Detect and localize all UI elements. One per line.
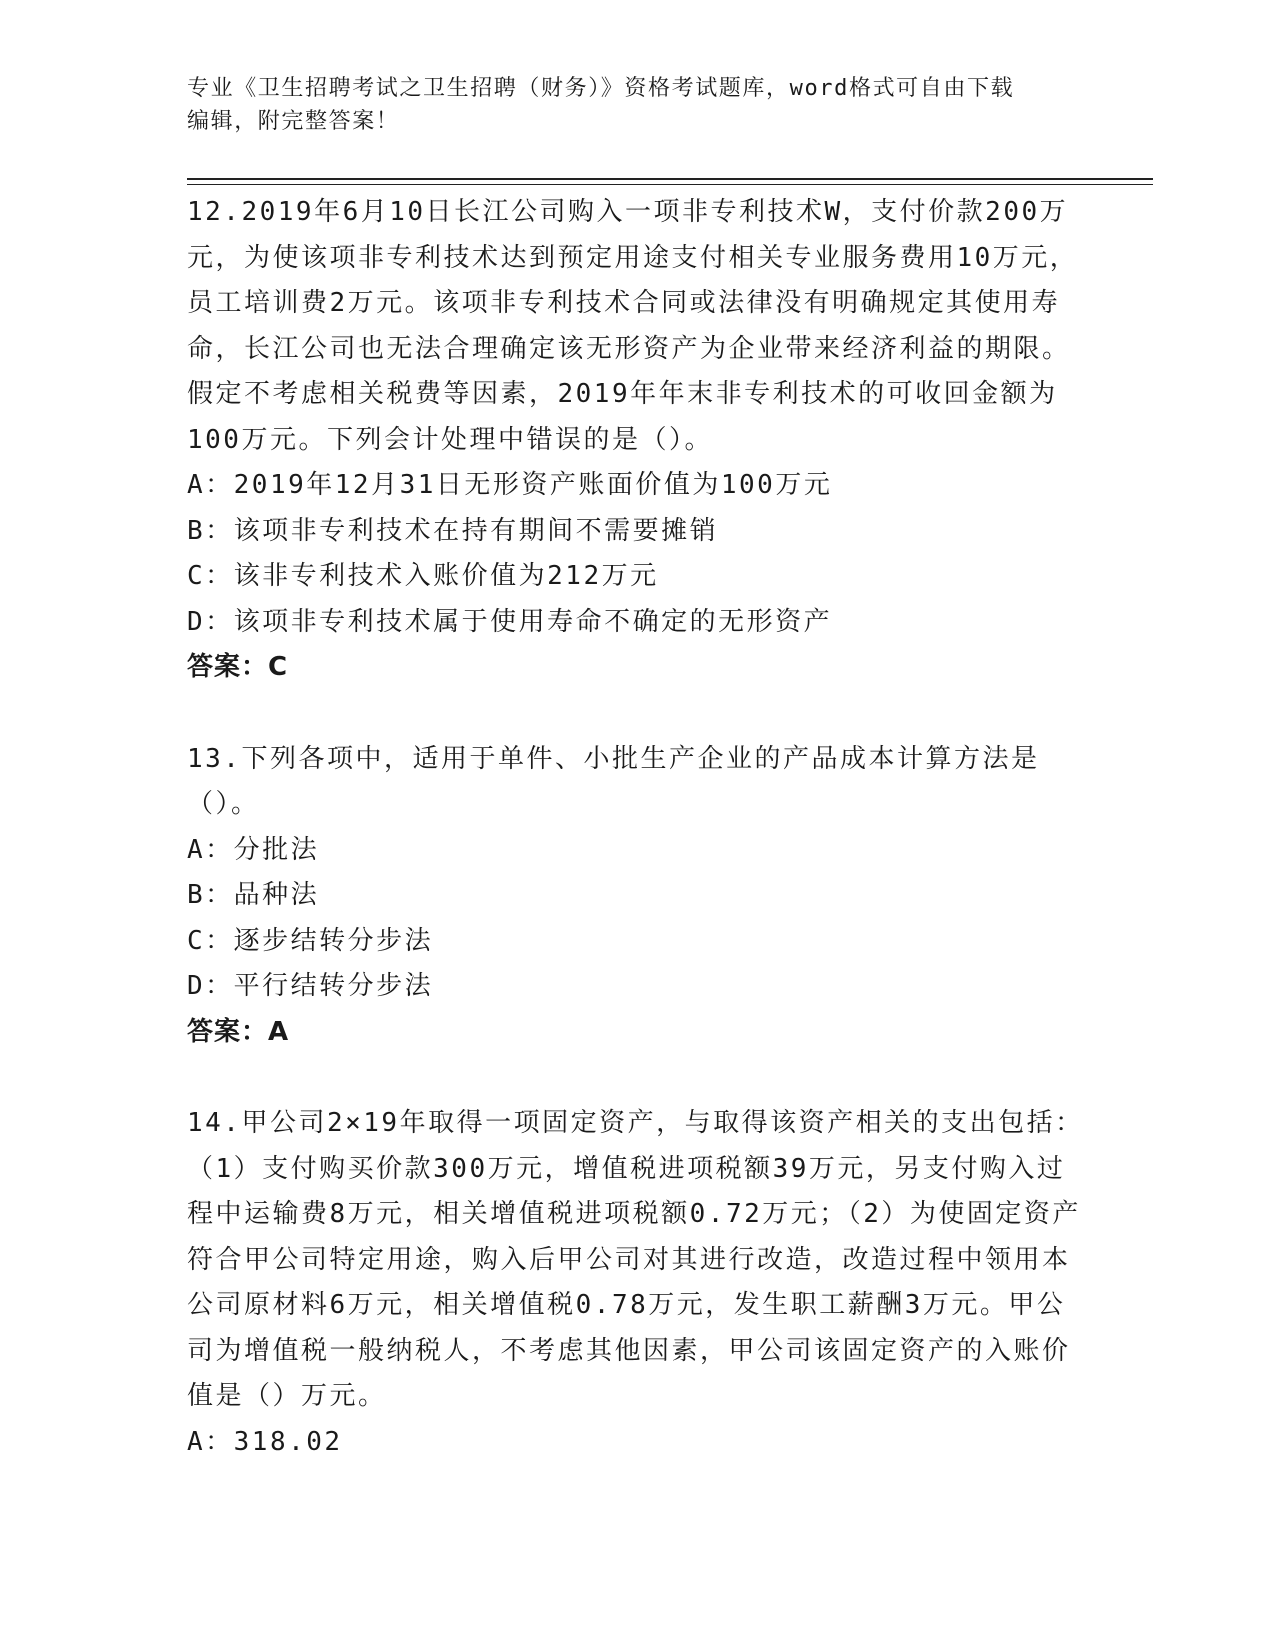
question-stem: 14.甲公司2×19年取得一项固定资产，与取得该资产相关的支出包括：（1）支付购买价款300万元，增值税进项税额39万元，另支付购入过程中运输费8万元，相关增值税进项税额0.72万元；（2）为使固定资产符合甲公司特定用途，购入后甲公司对其进行改造，改造过程中领用本公司原材料6万元，相关增值税0.78万元，发生职工薪酬3万元。甲公司为增值税一般纳税人，不考虑其他因素，甲公司该固定资产的入账价值是（）万元。 — [187, 1108, 1084, 1411]
option-d: D：该项非专利技术属于使用寿命不确定的无形资产 — [187, 606, 833, 637]
header-line-2: 编辑，附完整答案！ — [187, 109, 400, 134]
question-spacer — [187, 691, 1087, 737]
option-a: A：318.02 — [187, 1426, 343, 1457]
option-a: A：2019年12月31日无形资产账面价值为100万元 — [187, 470, 833, 500]
header-divider-thin — [187, 184, 1153, 185]
answer-label: 答案：C — [187, 652, 289, 682]
question-13 — [187, 737, 1087, 1056]
question-stem: 12.2019年6月10日长江公司购入一项非专利技术W，支付价款200万元，为使该项非专利技术达到预定用途支付相关专业服务费用10万元，员工培训费2万元。该项非专利技术合同或法律没有明确规定其使用寿命，长江公司也无法合理确定该无形资产为企业带来经济利益的期限。假定不考虑相关税费等因素，2019年年末非专利技术的可收回金额为100万元。下列会计处理中错误的是（）。 — [187, 197, 1079, 455]
document-header — [187, 72, 1087, 138]
question-14 — [187, 1101, 1087, 1465]
question-stem: 13.下列各项中，适用于单件、小批生产企业的产品成本计算方法是（）。 — [187, 743, 1040, 819]
question-12 — [187, 190, 1087, 691]
option-d: D：平行结转分步法 — [187, 971, 434, 1001]
option-a: A：分批法 — [187, 834, 320, 865]
option-c: C：逐步结转分步法 — [187, 925, 434, 956]
header-divider-thick — [187, 178, 1153, 180]
question-spacer — [187, 1055, 1087, 1101]
question-list — [187, 190, 1087, 1465]
option-b: B：品种法 — [187, 880, 320, 910]
header-line-1: 专业《卫生招聘考试之卫生招聘（财务）》资格考试题库，word格式可自由下载 — [187, 76, 1015, 101]
option-b: B：该项非专利技术在持有期间不需要摊销 — [187, 515, 719, 546]
option-c: C：该非专利技术入账价值为212万元 — [187, 561, 659, 591]
answer-label: 答案：A — [187, 1016, 290, 1047]
